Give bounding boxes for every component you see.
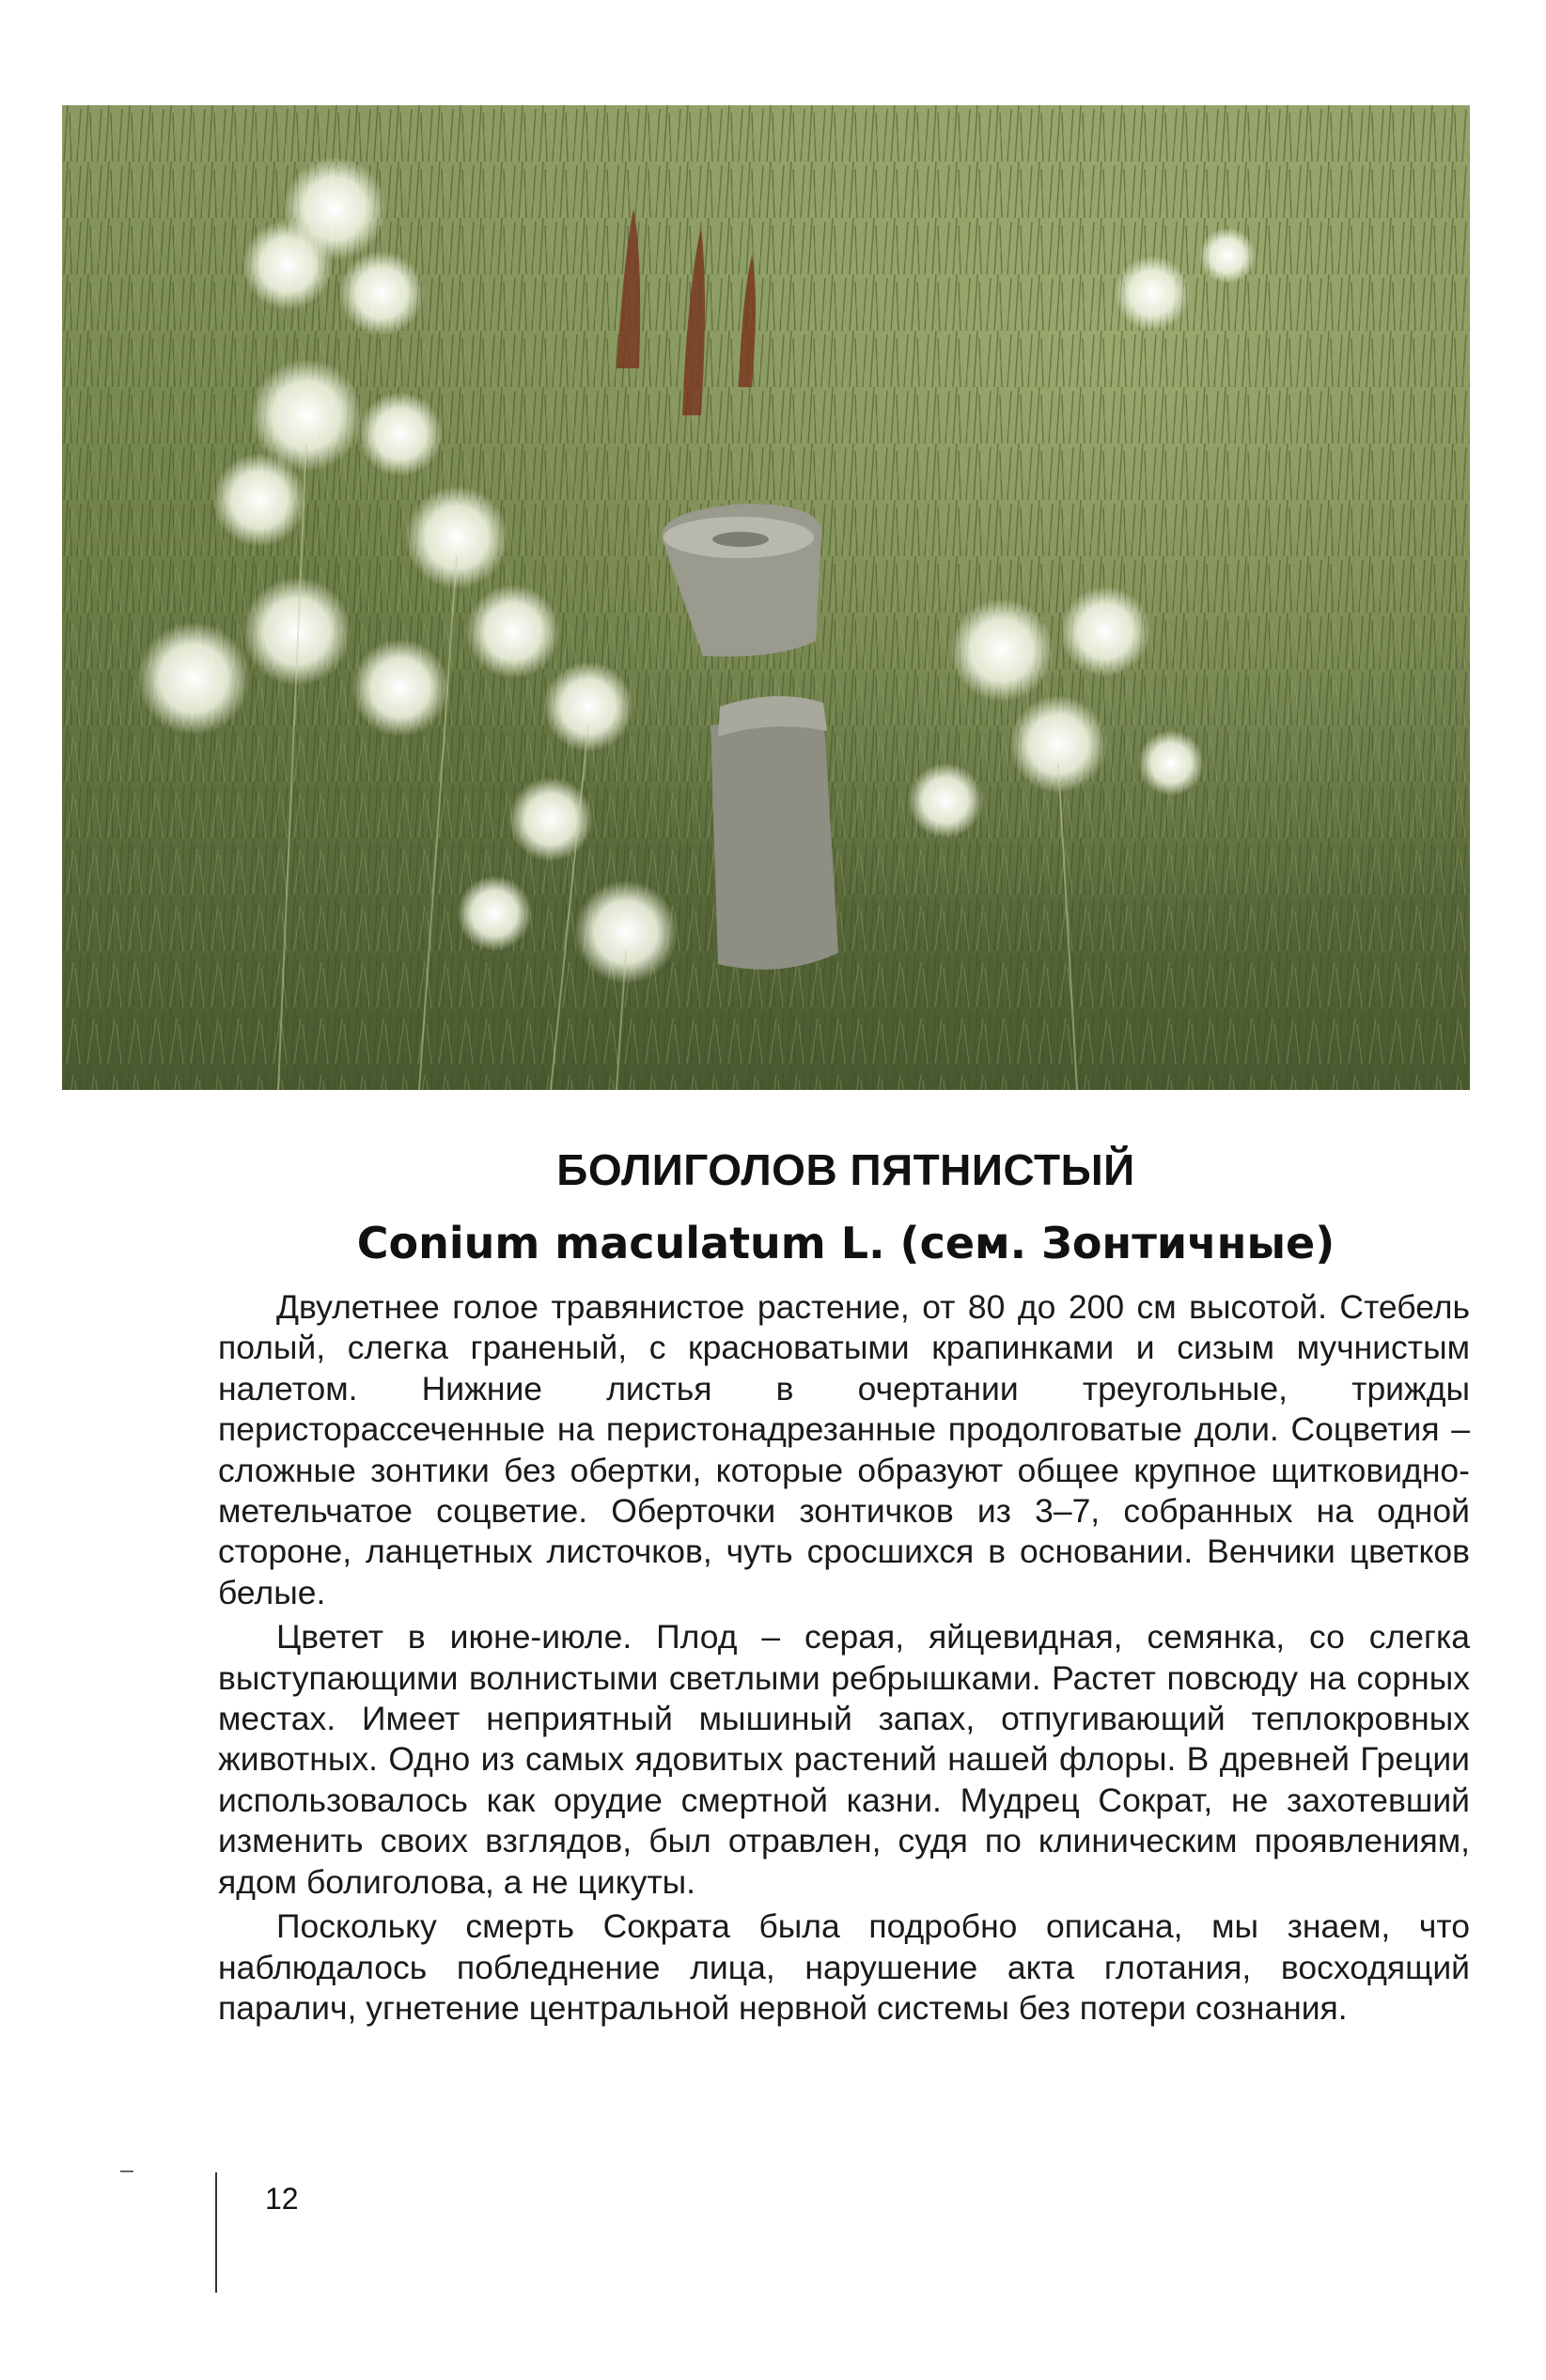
paragraph: Двулетнее голое травянистое растение, от 80 до 200 см высотой. Стебель полый, слегка граненый, с красноватыми крапинками и сизым мучнистым налетом. Нижние листья в очертании треугольные, трижды перисторассеченные на перистонадрезанные продолговатые доли. Соцветия – сложные зонтики без обертки, которые образуют общее крупное щитковидно-метельчатое соцветие. Оберточки зонтичков из 3–7, собранных на одной стороне, ланцетных листочков, чуть сросшихся в основании. Венчики цветков белые. <box>218 1288 1470 1611</box>
page-number-rule <box>215 2172 217 2293</box>
article-body <box>218 1287 1470 2032</box>
meadow-illustration <box>62 105 1470 1090</box>
latin-name: Conium maculatum L. (сем. Зонтичные) <box>356 1218 1335 1268</box>
paragraph: Цветет в июне-июле. Плод – серая, яйцевидная, семянка, со слегка выступающими волнистыми светлыми ребрышками. Растет повсюду на сорных местах. Имеет неприятный мышиный запах, отпугивающий теплокровных животных. Одно из самых ядовитых растений нашей флоры. В древней Греции использовалось как орудие смертной казни. Мудрец Сократ, не захотевший изменить своих взглядов, был отравлен, судя по клиническим проявлениям, ядом болиголова, а не цикуты. <box>218 1618 1470 1901</box>
page-number: 12 <box>265 2182 299 2216</box>
margin-mark <box>120 2170 133 2172</box>
paragraph: Поскольку смерть Сократа была подробно описана, мы знаем, что наблюдалось побледнение лица, нарушение акта глотания, восходящий паралич, угнетение центральной нервной системы без потери сознания. <box>218 1907 1470 2027</box>
page-title: БОЛИГОЛОВ ПЯТНИСТЫЙ <box>556 1145 1135 1194</box>
hemlock-photo <box>62 105 1470 1090</box>
